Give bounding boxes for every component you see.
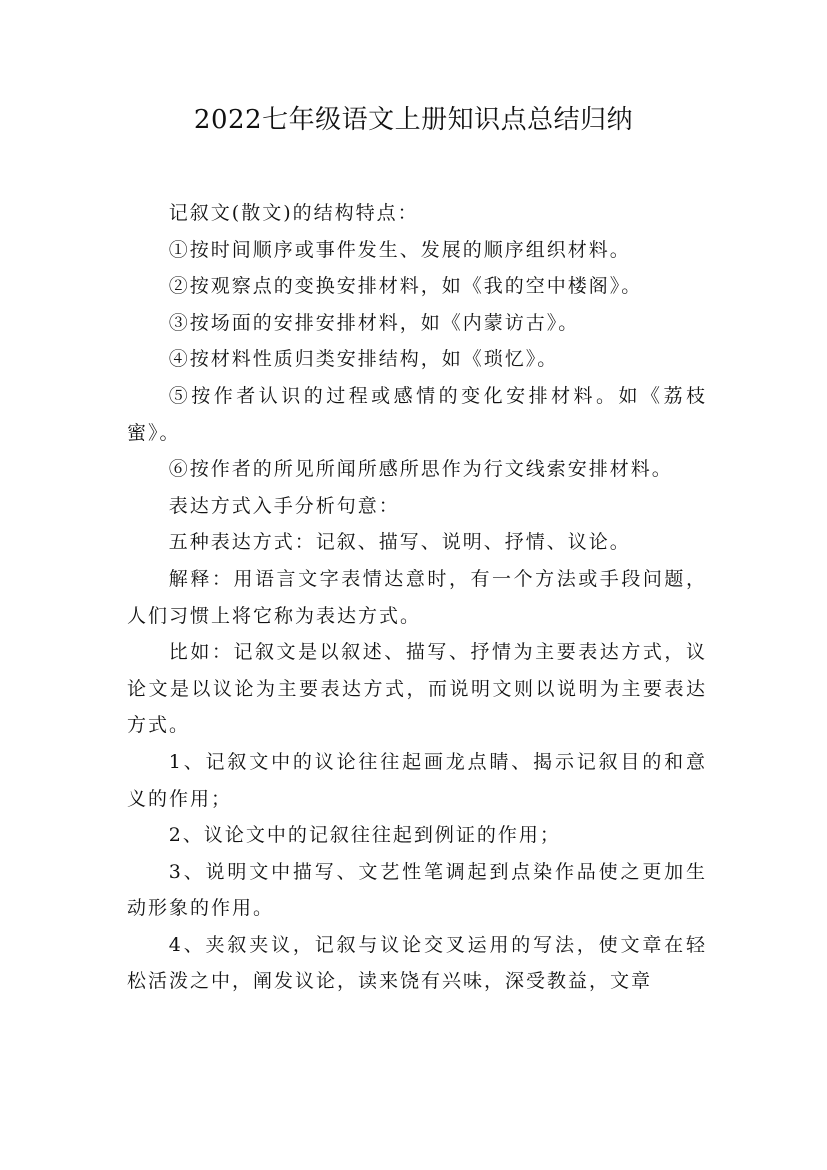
paragraph: 比如：记叙文是以叙述、描写、抒情为主要表达方式，议论文是以议论为主要表达方式，而说明文则以说明为主要表达方式。 (127, 641, 707, 737)
paragraph: 五种表达方式：记叙、描写、说明、抒情、议论。 (168, 531, 631, 554)
paragraph: ④按材料性质归类安排结构，如《琐忆》。 (168, 348, 559, 371)
paragraph: 解释：用语言文字表情达意时，有一个方法或手段问题，人们习惯上将它称为表达方式。 (127, 567, 707, 627)
document-body (127, 195, 707, 1000)
document-title: 2022七年级语文上册知识点总结归纳 (193, 105, 634, 135)
paragraph: ⑥按作者的所见所闻所感所思作为行文线索安排材料。 (168, 458, 673, 481)
paragraph: ③按场面的安排安排材料，如《内蒙访古》。 (168, 311, 580, 334)
paragraph: 1、记叙文中的议论往往起画龙点睛、揭示记叙目的和意义的作用； (127, 750, 707, 810)
paragraph: 记叙文(散文)的结构特点： (168, 202, 419, 224)
paragraph: ⑤按作者认识的过程或感情的变化安排材料。如《荔枝蜜》。 (127, 384, 707, 444)
paragraph: 4、夹叙夹议，记叙与议论交叉运用的写法，使文章在轻松活泼之中，阐发议论，读来饶有兴味，深受教益，文章 (127, 933, 707, 993)
paragraph: ①按时间顺序或事件发生、发展的顺序组织材料。 (168, 238, 631, 261)
paragraph: 2、议论文中的记叙往往起到例证的作用； (168, 824, 561, 847)
paragraph: 3、说明文中描写、文艺性笔调起到点染作品使之更加生动形象的作用。 (127, 860, 707, 920)
paragraph: ②按观察点的变换安排材料，如《我的空中楼阁》。 (168, 275, 643, 298)
paragraph: 表达方式入手分析句意： (168, 494, 400, 517)
